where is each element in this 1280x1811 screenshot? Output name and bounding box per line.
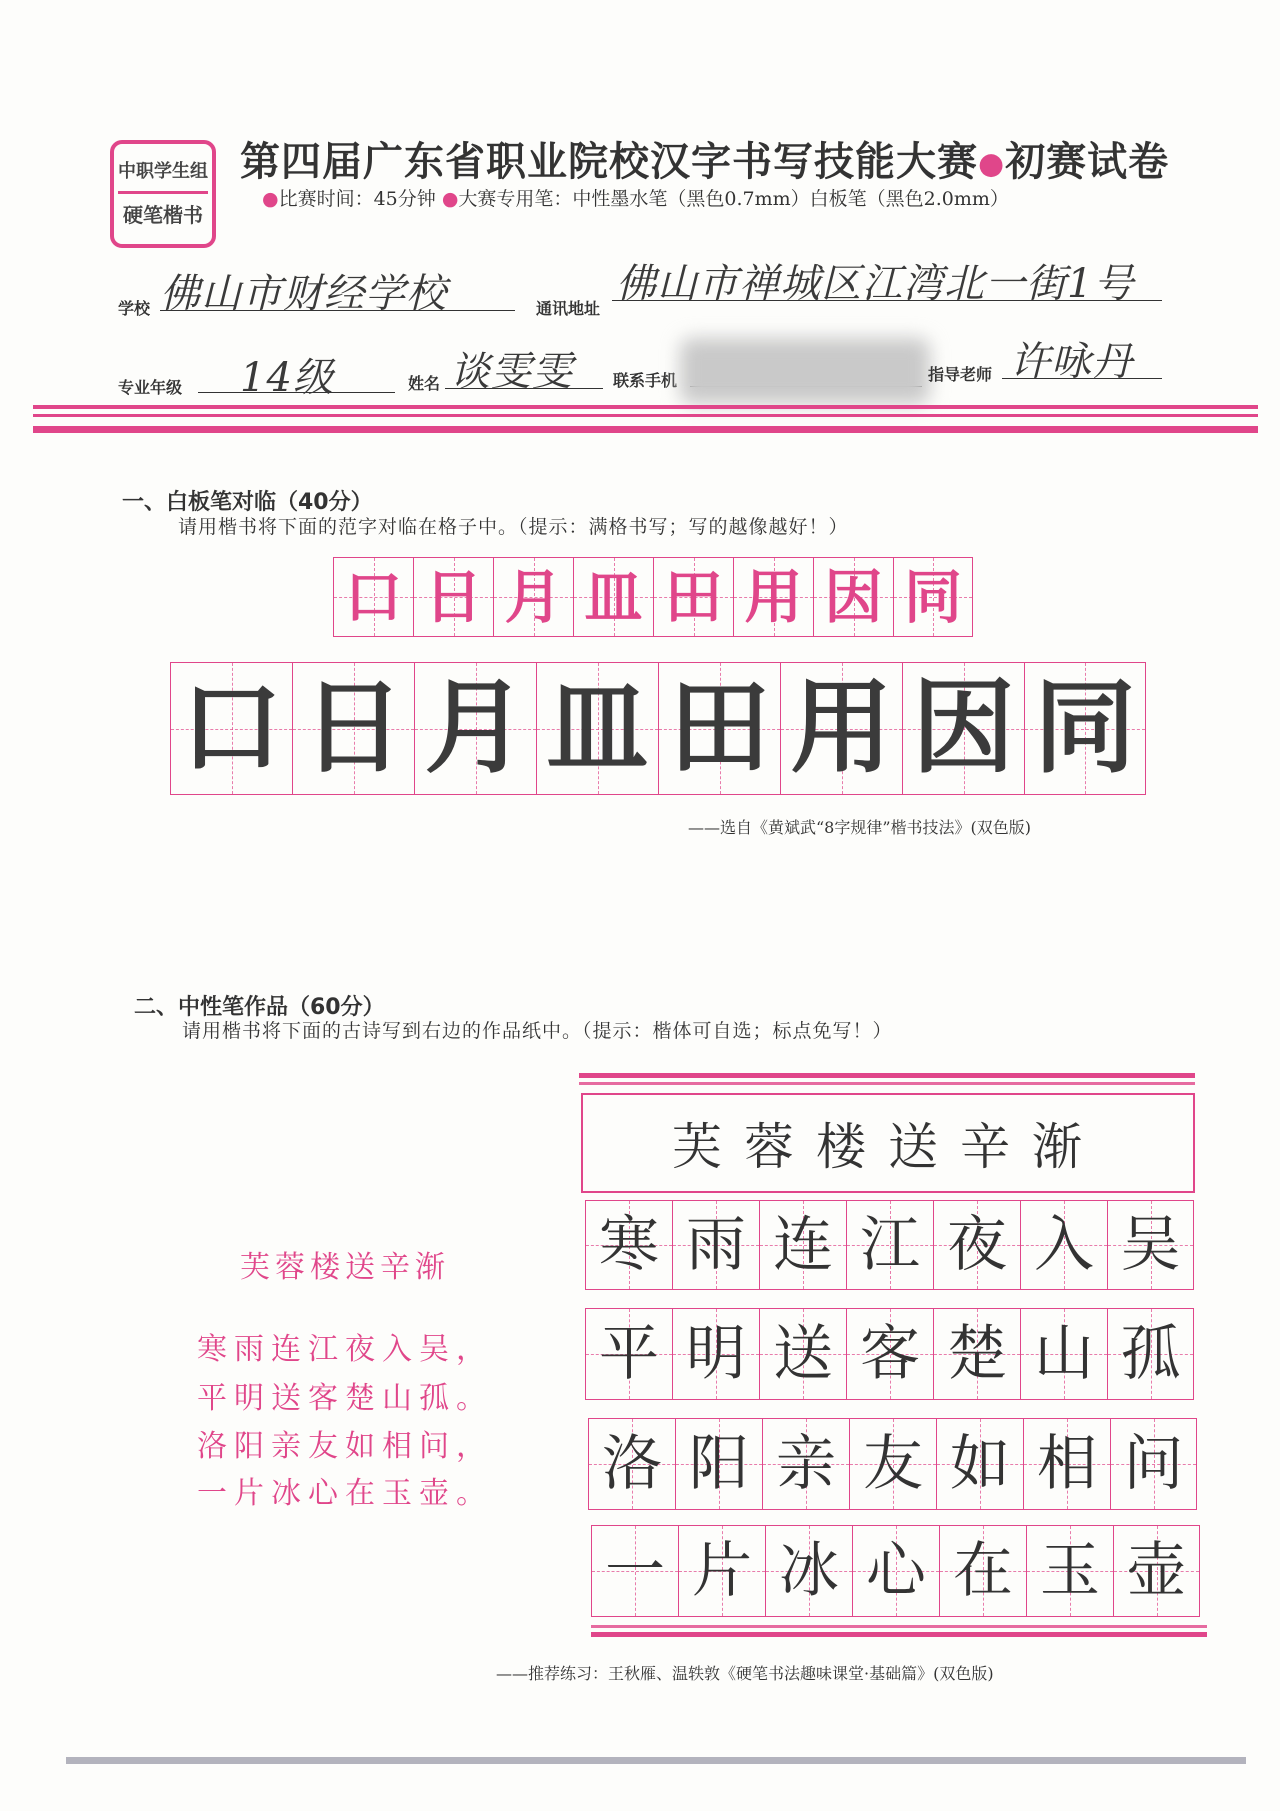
work-char: 洛 bbox=[602, 1429, 662, 1499]
poem-line: 平明送客楚山孤。 bbox=[197, 1381, 493, 1416]
section1-note: 请用楷书将下面的范字对临在格子中。（提示：满格书写；写的越像越好！） bbox=[178, 516, 849, 538]
model-cell bbox=[493, 557, 573, 637]
copy-cell[interactable] bbox=[170, 662, 292, 795]
model-char: 同 bbox=[903, 563, 962, 631]
model-cell bbox=[413, 557, 493, 637]
work-cell[interactable] bbox=[672, 1200, 759, 1290]
work-cell[interactable] bbox=[1107, 1200, 1194, 1290]
copy-cell[interactable] bbox=[536, 662, 658, 795]
work-char: 夜 bbox=[947, 1210, 1007, 1280]
work-title-box bbox=[581, 1093, 1195, 1193]
paper-band-bottom bbox=[591, 1632, 1207, 1637]
copy-cell[interactable] bbox=[292, 662, 414, 795]
group-badge bbox=[110, 140, 216, 248]
copied-char: 同 bbox=[1034, 668, 1136, 788]
work-char: 寒 bbox=[599, 1210, 659, 1280]
copied-char: 月 bbox=[424, 668, 527, 788]
work-cell[interactable] bbox=[933, 1308, 1020, 1400]
major-value[interactable]: 14级 bbox=[240, 355, 334, 401]
section2-attribution: ——推荐练习：王秋雁、温轶敦《硬笔书法趣味课堂·基础篇》(双色版) bbox=[496, 1664, 994, 1683]
work-char: 雨 bbox=[686, 1210, 746, 1280]
school-label: 学校 bbox=[118, 299, 151, 318]
work-char: 相 bbox=[1037, 1429, 1097, 1499]
copy-cell[interactable] bbox=[1024, 662, 1146, 795]
copied-char: 用 bbox=[790, 668, 893, 788]
exam-info bbox=[262, 184, 1009, 211]
model-cell bbox=[893, 557, 973, 637]
work-char: 送 bbox=[773, 1319, 833, 1389]
work-char: 明 bbox=[686, 1319, 746, 1389]
name-value[interactable]: 谈雯雯 bbox=[450, 349, 573, 395]
work-cell[interactable] bbox=[759, 1308, 846, 1400]
work-cell[interactable] bbox=[1113, 1525, 1200, 1617]
work-char: 壶 bbox=[1126, 1536, 1187, 1606]
exam-title-main: 第四届广东省职业院校汉字书写技能大赛 bbox=[240, 139, 978, 185]
work-char: 阳 bbox=[689, 1429, 749, 1499]
work-char: 江 bbox=[860, 1210, 920, 1280]
section1-title: 一、白板笔对临（40分） bbox=[122, 490, 373, 515]
work-cell[interactable] bbox=[672, 1308, 759, 1400]
poem-line: 寒雨连江夜入吴， bbox=[197, 1332, 493, 1367]
header-divider-thick bbox=[33, 426, 1258, 433]
work-title: 芙蓉楼送辛渐 bbox=[672, 1118, 1104, 1176]
work-cell[interactable] bbox=[846, 1200, 933, 1290]
work-cell[interactable] bbox=[1107, 1308, 1194, 1400]
poem-title: 芙蓉楼送辛渐 bbox=[240, 1250, 450, 1285]
work-cell[interactable] bbox=[588, 1418, 675, 1510]
section1-attribution: ——选自《黄斌武“8字规律”楷书技法》(双色版) bbox=[688, 818, 1032, 837]
model-char: 月 bbox=[504, 563, 563, 631]
phone-label: 联系手机 bbox=[613, 371, 678, 390]
work-char: 楚 bbox=[947, 1319, 1007, 1389]
work-cell[interactable] bbox=[852, 1525, 939, 1617]
work-char: 平 bbox=[599, 1319, 659, 1389]
copy-cell[interactable] bbox=[414, 662, 536, 795]
work-cell[interactable] bbox=[762, 1418, 849, 1510]
work-cell[interactable] bbox=[936, 1418, 1023, 1510]
work-row-1 bbox=[585, 1200, 1194, 1290]
work-cell[interactable] bbox=[759, 1200, 846, 1290]
model-cell bbox=[573, 557, 653, 637]
phone-redaction bbox=[680, 338, 930, 404]
major-label: 专业年级 bbox=[118, 378, 183, 397]
address-label: 通讯地址 bbox=[536, 299, 601, 318]
work-cell[interactable] bbox=[939, 1525, 1026, 1617]
work-char: 如 bbox=[950, 1429, 1010, 1499]
work-row-4 bbox=[591, 1525, 1200, 1617]
work-char: 问 bbox=[1123, 1429, 1184, 1499]
work-char: 山 bbox=[1034, 1319, 1094, 1389]
work-cell[interactable] bbox=[675, 1418, 762, 1510]
exam-title bbox=[240, 130, 1169, 187]
paper-band-bottom-thin bbox=[591, 1625, 1207, 1628]
model-char: 口 bbox=[344, 563, 403, 631]
work-cell[interactable] bbox=[585, 1200, 672, 1290]
work-char: 心 bbox=[866, 1536, 926, 1606]
paper-band-top bbox=[579, 1073, 1195, 1078]
work-row-2 bbox=[585, 1308, 1194, 1400]
work-cell[interactable] bbox=[678, 1525, 765, 1617]
work-cell[interactable] bbox=[1023, 1418, 1110, 1510]
work-char: 玉 bbox=[1040, 1536, 1100, 1606]
work-char: 友 bbox=[863, 1429, 923, 1499]
paper-band-top-thin bbox=[579, 1082, 1195, 1085]
work-char: 入 bbox=[1034, 1210, 1094, 1280]
work-cell[interactable] bbox=[1026, 1525, 1113, 1617]
work-cell[interactable] bbox=[591, 1525, 678, 1617]
address-value[interactable]: 佛山市禅城区江湾北一街1号 bbox=[616, 261, 1135, 307]
exam-pen: 大赛专用笔：中性墨水笔（黑色0.7mm）白板笔（黑色2.0mm） bbox=[458, 188, 1009, 210]
work-cell[interactable] bbox=[765, 1525, 852, 1617]
work-char: 孤 bbox=[1120, 1319, 1181, 1389]
model-char: 用 bbox=[744, 563, 803, 631]
teacher-value[interactable]: 许咏丹 bbox=[1010, 339, 1133, 385]
work-cell[interactable] bbox=[1020, 1200, 1107, 1290]
copied-char: 日 bbox=[302, 668, 405, 788]
work-char: 一 bbox=[605, 1536, 665, 1606]
work-char: 在 bbox=[953, 1536, 1013, 1606]
exam-time: 比赛时间：45分钟 bbox=[278, 188, 436, 210]
model-char: 因 bbox=[824, 563, 883, 631]
group-label: 中职学生组 bbox=[118, 160, 208, 182]
copy-grid bbox=[170, 662, 1146, 795]
model-cell bbox=[813, 557, 893, 637]
bullet-icon: ● bbox=[262, 188, 279, 210]
work-cell[interactable] bbox=[585, 1308, 672, 1400]
exam-title-suffix: 初赛试卷 bbox=[1005, 139, 1170, 185]
poem-line: 洛阳亲友如相问， bbox=[197, 1429, 493, 1464]
copied-char: 因 bbox=[912, 668, 1015, 788]
model-char: 田 bbox=[664, 563, 723, 631]
model-cell bbox=[733, 557, 813, 637]
section2-title: 二、中性笔作品（60分） bbox=[134, 995, 385, 1020]
work-cell[interactable] bbox=[846, 1308, 933, 1400]
work-char: 亲 bbox=[776, 1429, 836, 1499]
copied-char: 田 bbox=[668, 668, 771, 788]
title-dot-icon: ● bbox=[978, 146, 1006, 182]
header-divider-thin bbox=[33, 414, 1258, 417]
model-char: 日 bbox=[424, 563, 483, 631]
work-char: 吴 bbox=[1120, 1210, 1181, 1280]
work-char: 连 bbox=[773, 1210, 833, 1280]
header-divider bbox=[33, 405, 1258, 409]
model-cell bbox=[333, 557, 413, 637]
work-char: 冰 bbox=[779, 1536, 839, 1606]
scan-edge bbox=[66, 1757, 1246, 1764]
work-cell[interactable] bbox=[1020, 1308, 1107, 1400]
copy-cell[interactable] bbox=[658, 662, 780, 795]
work-char: 客 bbox=[860, 1319, 920, 1389]
copied-char: 皿 bbox=[546, 668, 649, 788]
work-cell[interactable] bbox=[849, 1418, 936, 1510]
teacher-label: 指导老师 bbox=[928, 365, 993, 384]
work-char: 片 bbox=[692, 1536, 752, 1606]
work-cell[interactable] bbox=[1110, 1418, 1197, 1510]
section2-note: 请用楷书将下面的古诗写到右边的作品纸中。（提示：楷体可自选；标点免写！） bbox=[182, 1020, 893, 1042]
school-value[interactable]: 佛山市财经学校 bbox=[160, 271, 447, 317]
work-cell[interactable] bbox=[933, 1200, 1020, 1290]
copy-cell[interactable] bbox=[780, 662, 902, 795]
copied-char: 口 bbox=[180, 668, 283, 788]
bullet-icon: ● bbox=[441, 188, 459, 210]
model-char-grid bbox=[333, 557, 973, 637]
work-row-3 bbox=[588, 1418, 1197, 1510]
name-label: 姓名 bbox=[408, 374, 441, 393]
category-label: 硬笔楷书 bbox=[123, 202, 203, 227]
poem-line: 一片冰心在玉壶。 bbox=[197, 1476, 493, 1511]
model-char: 皿 bbox=[584, 563, 643, 631]
copy-cell[interactable] bbox=[902, 662, 1024, 795]
model-cell bbox=[653, 557, 733, 637]
